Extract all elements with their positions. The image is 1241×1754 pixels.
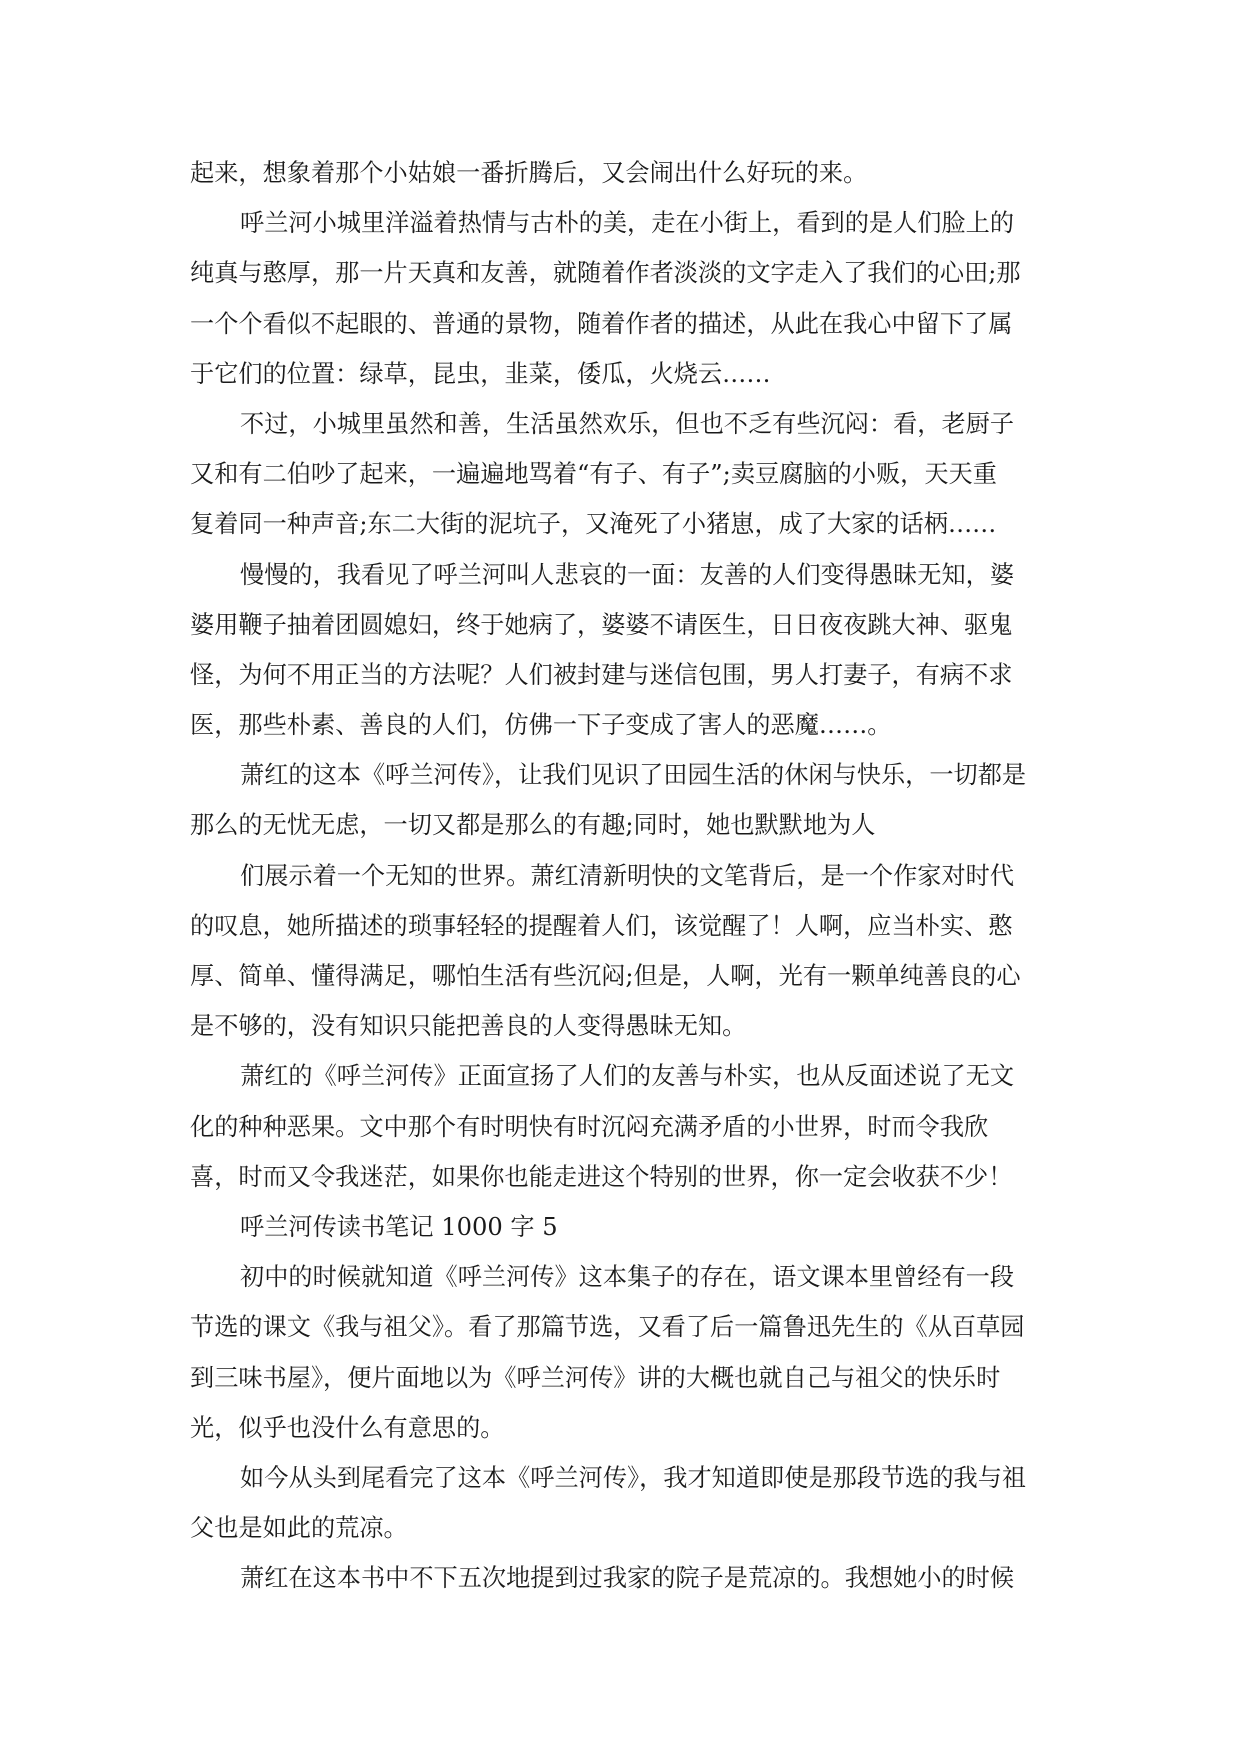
text-line: 又和有二伯吵了起来，一遍遍地骂着“有子、有子”;卖豆腐脑的小贩，天天重: [190, 460, 997, 489]
text-line: 萧红的《呼兰河传》正面宣扬了人们的友善与朴实，也从反面述说了无文: [240, 1062, 1015, 1091]
text-line: 呼兰河小城里洋溢着热情与古朴的美，走在小街上，看到的是人们脸上的: [240, 209, 1015, 238]
text-line: 厚、简单、懂得满足，哪怕生活有些沉闷;但是，人啊，光有一颗单纯善良的心: [190, 962, 1021, 990]
text-line: 复着同一种声音;东二大街的泥坑子，又淹死了小猪崽，成了大家的话柄……: [190, 510, 997, 539]
text-line: 医，那些朴素、善良的人们，仿佛一下子变成了害人的恶魔……。: [190, 711, 892, 740]
text-line: 到三味书屋》，便片面地以为《呼兰河传》讲的大概也就自己与祖父的快乐时: [190, 1363, 1001, 1392]
text-line: 初中的时候就知道《呼兰河传》这本集子的存在，语文课本里曾经有一段: [240, 1263, 1015, 1292]
document-body: [190, 148, 1060, 1603]
text-line: 起来，想象着那个小姑娘一番折腾后，又会闹出什么好玩的来。: [190, 159, 868, 187]
text-line: 父也是如此的荒凉。: [190, 1514, 408, 1543]
text-line: 婆用鞭子抽着团圆媳妇，终于她病了，婆婆不请医生，日日夜夜跳大神、驱鬼: [190, 610, 1013, 639]
text-line: 们展示着一个无知的世界。萧红清新明快的文笔背后，是一个作家对时代: [240, 861, 1015, 890]
text-line: 怪，为何不用正当的方法呢？人们被封建与迷信包围，男人打妻子，有病不求: [190, 660, 1013, 689]
text-line: 纯真与憨厚，那一片天真和友善，就随着作者淡淡的文字走入了我们的心田;那: [190, 259, 1021, 288]
text-line: 的叹息，她所描述的琐事轻轻的提醒着人们，该觉醒了！人啊，应当朴实、憨: [190, 911, 1013, 940]
text-line: 那么的无忧无虑，一切又都是那么的有趣;同时，她也默默地为人: [190, 811, 876, 840]
text-line: 慢慢的，我看见了呼兰河叫人悲哀的一面：友善的人们变得愚昧无知，婆: [240, 560, 1015, 589]
text-line: 不过，小城里虽然和善，生活虽然欢乐，但也不乏有些沉闷：看，老厨子: [240, 409, 1015, 438]
text-line: 于它们的位置：绿草，昆虫，韭菜，倭瓜，火烧云……: [190, 359, 771, 388]
text-line: 呼兰河传读书笔记 1000 字 5: [240, 1212, 558, 1241]
text-line: 化的种种恶果。文中那个有时明快有时沉闷充满矛盾的小世界，时而令我欣: [190, 1112, 989, 1141]
text-line: 节选的课文《我与祖父》。看了那篇节选，又看了后一篇鲁迅先生的《从百草园: [190, 1313, 1025, 1342]
text-line: 如今从头到尾看完了这本《呼兰河传》，我才知道即使是那段节选的我与祖: [240, 1463, 1027, 1492]
text-line: 萧红在这本书中不下五次地提到过我家的院子是荒凉的。我想她小的时候: [240, 1564, 1015, 1593]
text-line: 萧红的这本《呼兰河传》，让我们见识了田园生活的休闲与快乐，一切都是: [240, 761, 1027, 790]
text-line: 一个个看似不起眼的、普通的景物，随着作者的描述，从此在我心中留下了属: [190, 309, 1013, 338]
text-line: 光，似乎也没什么有意思的。: [190, 1413, 505, 1442]
text-line: 是不够的，没有知识只能把善良的人变得愚昧无知。: [190, 1012, 747, 1041]
text-line: 喜，时而又令我迷茫，如果你也能走进这个特别的世界，你一定会收获不少！: [190, 1162, 1013, 1191]
